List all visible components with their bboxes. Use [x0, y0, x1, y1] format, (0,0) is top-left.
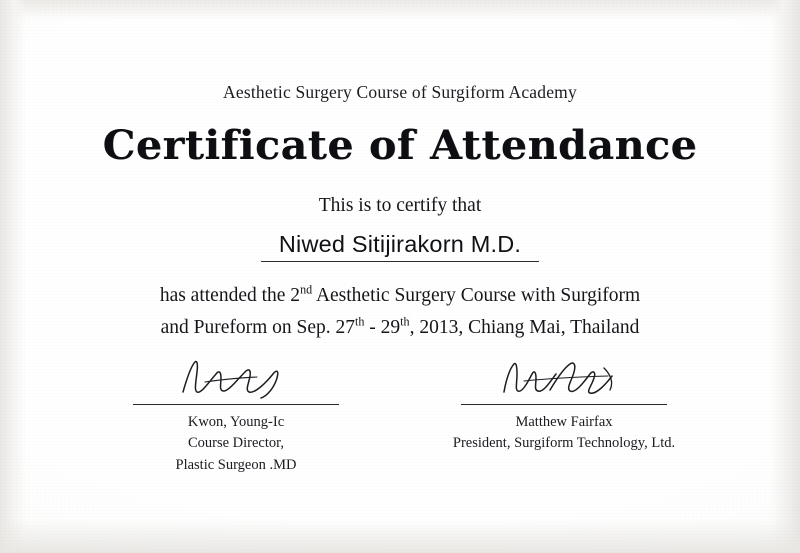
signatory-role-left: Course Director,	[187, 435, 285, 452]
body-line-1-ordinal: nd	[300, 282, 313, 297]
body-line-2-pre: and Pureform on Sep. 27	[160, 317, 356, 339]
body-line-2-ordinal-2: th	[400, 314, 410, 329]
signature-row	[0, 352, 800, 476]
recipient-underline	[261, 261, 539, 262]
body-line-2-ordinal-1: th	[355, 314, 365, 329]
signature-rule-right	[461, 404, 667, 405]
handwritten-signature-icon	[111, 352, 361, 404]
organization-line: Aesthetic Surgery Course of Surgiform Academy	[223, 82, 577, 102]
signature-rule-left	[133, 404, 339, 405]
certify-statement: This is to certify that	[318, 195, 482, 216]
body-line-2-mid: - 29	[364, 317, 401, 339]
recipient-block	[273, 231, 527, 260]
handwritten-signature-icon	[439, 352, 689, 404]
certificate-title: Certificate of Attendance	[102, 122, 698, 169]
body-line-1-pre: has attended the 2	[159, 285, 301, 306]
body-line-1-post: Aesthetic Surgery Course with Surgiform	[312, 285, 641, 306]
signatory-name-right: Matthew Fairfax	[515, 414, 613, 430]
body-line-2	[0, 313, 800, 343]
recipient-name: Niwed Sitijirakorn M.D.	[278, 231, 522, 257]
signatory-role-right: President, Surgiform Technology, Ltd.	[452, 435, 676, 452]
signature-block-left	[111, 352, 361, 476]
signatory-extra-left: Plastic Surgeon .MD	[175, 456, 297, 473]
body-line-1	[0, 281, 800, 311]
body-line-2-post: , 2013, Chiang Mai, Thailand	[409, 317, 640, 339]
signatory-name-left: Kwon, Young-Ic	[187, 414, 285, 430]
signature-block-right	[439, 352, 689, 476]
